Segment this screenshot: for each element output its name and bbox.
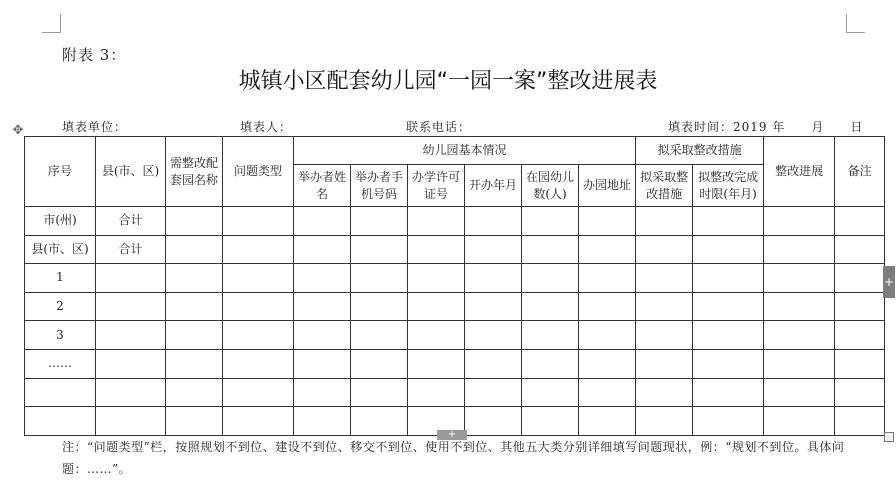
row-county-cell[interactable] <box>96 292 166 321</box>
table-cell[interactable] <box>294 321 351 350</box>
appendix-label: 附表 3： <box>62 46 127 64</box>
row-seq-cell[interactable]: 2 <box>25 292 96 321</box>
page-title: 城镇小区配套幼儿园“一园一案”整改进展表 <box>238 69 658 94</box>
table-cell[interactable] <box>223 321 294 350</box>
row-county-cell[interactable] <box>96 407 166 436</box>
table-cell[interactable] <box>522 321 579 350</box>
table-cell[interactable] <box>166 321 223 350</box>
row-seq-cell[interactable] <box>25 378 96 407</box>
table-cell[interactable] <box>408 264 465 293</box>
table-cell[interactable] <box>351 292 408 321</box>
row-county-cell[interactable] <box>96 378 166 407</box>
table-cell[interactable] <box>166 292 223 321</box>
table-row <box>25 235 885 264</box>
table-cell[interactable] <box>522 349 579 378</box>
header-basic-info-group: 幼儿园基本情况 <box>294 137 636 165</box>
row-county-cell[interactable]: 合计 <box>96 207 166 236</box>
table-cell[interactable] <box>835 207 885 236</box>
table-cell[interactable] <box>223 207 294 236</box>
table-cell[interactable] <box>693 207 764 236</box>
table-cell[interactable] <box>408 321 465 350</box>
table-cell[interactable] <box>693 292 764 321</box>
table-cell[interactable] <box>223 407 294 436</box>
table-cell[interactable] <box>465 321 522 350</box>
table-cell[interactable] <box>408 349 465 378</box>
table-cell[interactable] <box>166 264 223 293</box>
table-cell[interactable] <box>693 407 764 436</box>
table-cell[interactable] <box>764 349 835 378</box>
table-cell[interactable] <box>579 292 636 321</box>
plus-icon[interactable]: + <box>437 430 467 440</box>
row-seq-cell[interactable]: …… <box>25 349 96 378</box>
table-cell[interactable] <box>351 321 408 350</box>
table-cell[interactable] <box>835 407 885 436</box>
table-cell[interactable] <box>166 235 223 264</box>
row-seq-cell[interactable]: 1 <box>25 264 96 293</box>
table-cell[interactable] <box>223 292 294 321</box>
header-address: 办园地址 <box>579 165 636 207</box>
phone-label: 联系电话： <box>406 120 472 134</box>
table-cell[interactable] <box>351 378 408 407</box>
table-cell[interactable] <box>294 349 351 378</box>
table-cell[interactable] <box>579 407 636 436</box>
table-cell[interactable] <box>636 264 693 293</box>
table-cell[interactable] <box>764 378 835 407</box>
table-cell[interactable] <box>636 235 693 264</box>
table-cell[interactable] <box>579 235 636 264</box>
table-cell[interactable] <box>408 207 465 236</box>
table-cell[interactable] <box>465 378 522 407</box>
table-cell[interactable] <box>522 292 579 321</box>
table-cell[interactable] <box>835 378 885 407</box>
table-cell[interactable] <box>294 292 351 321</box>
table-cell[interactable] <box>764 321 835 350</box>
header-measures: 拟采取整改措施 <box>636 165 693 207</box>
crop-mark-top-left <box>42 14 61 33</box>
row-seq-cell[interactable] <box>25 407 96 436</box>
table-cell[interactable] <box>764 207 835 236</box>
table-cell[interactable] <box>351 235 408 264</box>
header-kindergarten-name: 需整改配套园名称 <box>166 137 223 207</box>
header-measures-group: 拟采取整改措施 <box>636 137 764 165</box>
table-cell[interactable] <box>579 264 636 293</box>
header-progress: 整改进展 <box>764 137 835 207</box>
resize-handle[interactable] <box>884 432 894 442</box>
table-cell[interactable] <box>166 207 223 236</box>
table-cell[interactable] <box>294 378 351 407</box>
row-county-cell[interactable] <box>96 349 166 378</box>
table-cell[interactable] <box>223 264 294 293</box>
table-cell[interactable] <box>223 235 294 264</box>
table-cell[interactable] <box>166 407 223 436</box>
header-deadline: 拟整改完成时限(年月) <box>693 165 764 207</box>
table-cell[interactable] <box>579 349 636 378</box>
table-row <box>25 378 885 407</box>
footnote: 注：“问题类型”栏，按照规划不到位、建设不到位、移交不到位、使用不到位、其他五大类分别详细填写问题现状，例：“规划不到位。具体问题：……”。 <box>62 440 845 476</box>
table-cell[interactable] <box>764 235 835 264</box>
table-cell[interactable] <box>465 207 522 236</box>
table-cell[interactable] <box>223 378 294 407</box>
table-row <box>25 321 885 350</box>
table-cell[interactable] <box>465 407 522 436</box>
header-open-date: 开办年月 <box>465 165 522 207</box>
filler-label: 填表人： <box>240 120 293 134</box>
table-cell[interactable] <box>522 235 579 264</box>
table-cell[interactable] <box>465 349 522 378</box>
table-cell[interactable] <box>636 349 693 378</box>
table-cell[interactable] <box>835 349 885 378</box>
table-cell[interactable] <box>835 292 885 321</box>
table-cell[interactable] <box>764 292 835 321</box>
header-remarks: 备注 <box>835 137 885 207</box>
table-cell[interactable] <box>522 207 579 236</box>
table-cell[interactable] <box>166 349 223 378</box>
header-county: 县(市、区) <box>96 137 166 207</box>
table-cell[interactable] <box>465 264 522 293</box>
table-cell[interactable] <box>636 207 693 236</box>
table-cell[interactable] <box>764 407 835 436</box>
table-cell[interactable] <box>294 264 351 293</box>
table-cell[interactable] <box>294 407 351 436</box>
table-cell[interactable] <box>579 378 636 407</box>
table-cell[interactable] <box>693 235 764 264</box>
table-cell[interactable] <box>835 264 885 293</box>
header-license: 办学许可证号 <box>408 165 465 207</box>
row-seq-cell[interactable]: 县(市、区) <box>25 235 96 264</box>
table-cell[interactable] <box>351 264 408 293</box>
table-cell[interactable] <box>166 378 223 407</box>
table-cell[interactable] <box>465 292 522 321</box>
table-cell[interactable] <box>522 378 579 407</box>
row-seq-cell[interactable]: 3 <box>25 321 96 350</box>
table-cell[interactable] <box>351 207 408 236</box>
table-row <box>25 264 885 293</box>
table-cell[interactable] <box>579 321 636 350</box>
plus-icon[interactable]: + <box>883 266 895 298</box>
table-cell[interactable] <box>408 378 465 407</box>
header-seq: 序号 <box>25 137 96 207</box>
table-cell[interactable] <box>294 235 351 264</box>
table-cell[interactable] <box>408 292 465 321</box>
unit-label: 填表单位： <box>62 120 128 134</box>
table-cell[interactable] <box>351 349 408 378</box>
table-cell[interactable] <box>636 321 693 350</box>
table-cell[interactable] <box>579 207 636 236</box>
header-enrollment: 在园幼儿数(人) <box>522 165 579 207</box>
table-cell[interactable] <box>835 321 885 350</box>
table-row <box>25 207 885 236</box>
crop-mark-top-right <box>846 14 865 33</box>
table-row <box>25 292 885 321</box>
table-cell[interactable] <box>223 349 294 378</box>
table-cell[interactable] <box>522 264 579 293</box>
table-cell[interactable] <box>835 235 885 264</box>
table-cell[interactable] <box>408 235 465 264</box>
header-organizer-phone: 举办者手机号码 <box>351 165 408 207</box>
table-cell[interactable] <box>693 264 764 293</box>
table-row <box>25 349 885 378</box>
table-cell[interactable] <box>636 407 693 436</box>
table-cell[interactable] <box>693 349 764 378</box>
table-cell[interactable] <box>351 407 408 436</box>
progress-table <box>24 136 885 436</box>
table-cell[interactable] <box>636 378 693 407</box>
row-seq-cell[interactable]: 市(州) <box>25 207 96 236</box>
table-cell[interactable] <box>522 407 579 436</box>
time-label: 填表时间：2019 年 月 日 <box>668 120 864 134</box>
table-cell[interactable] <box>636 292 693 321</box>
table-cell[interactable] <box>764 264 835 293</box>
header-organizer-name: 举办者姓名 <box>294 165 351 207</box>
row-county-cell[interactable]: 合计 <box>96 235 166 264</box>
header-problem-type: 问题类型 <box>223 137 294 207</box>
table-cell[interactable] <box>465 235 522 264</box>
row-county-cell[interactable] <box>96 321 166 350</box>
table-cell[interactable] <box>693 321 764 350</box>
table-cell[interactable] <box>294 207 351 236</box>
row-county-cell[interactable] <box>96 264 166 293</box>
table-cell[interactable] <box>693 378 764 407</box>
move-icon[interactable]: ✥ <box>12 123 24 138</box>
